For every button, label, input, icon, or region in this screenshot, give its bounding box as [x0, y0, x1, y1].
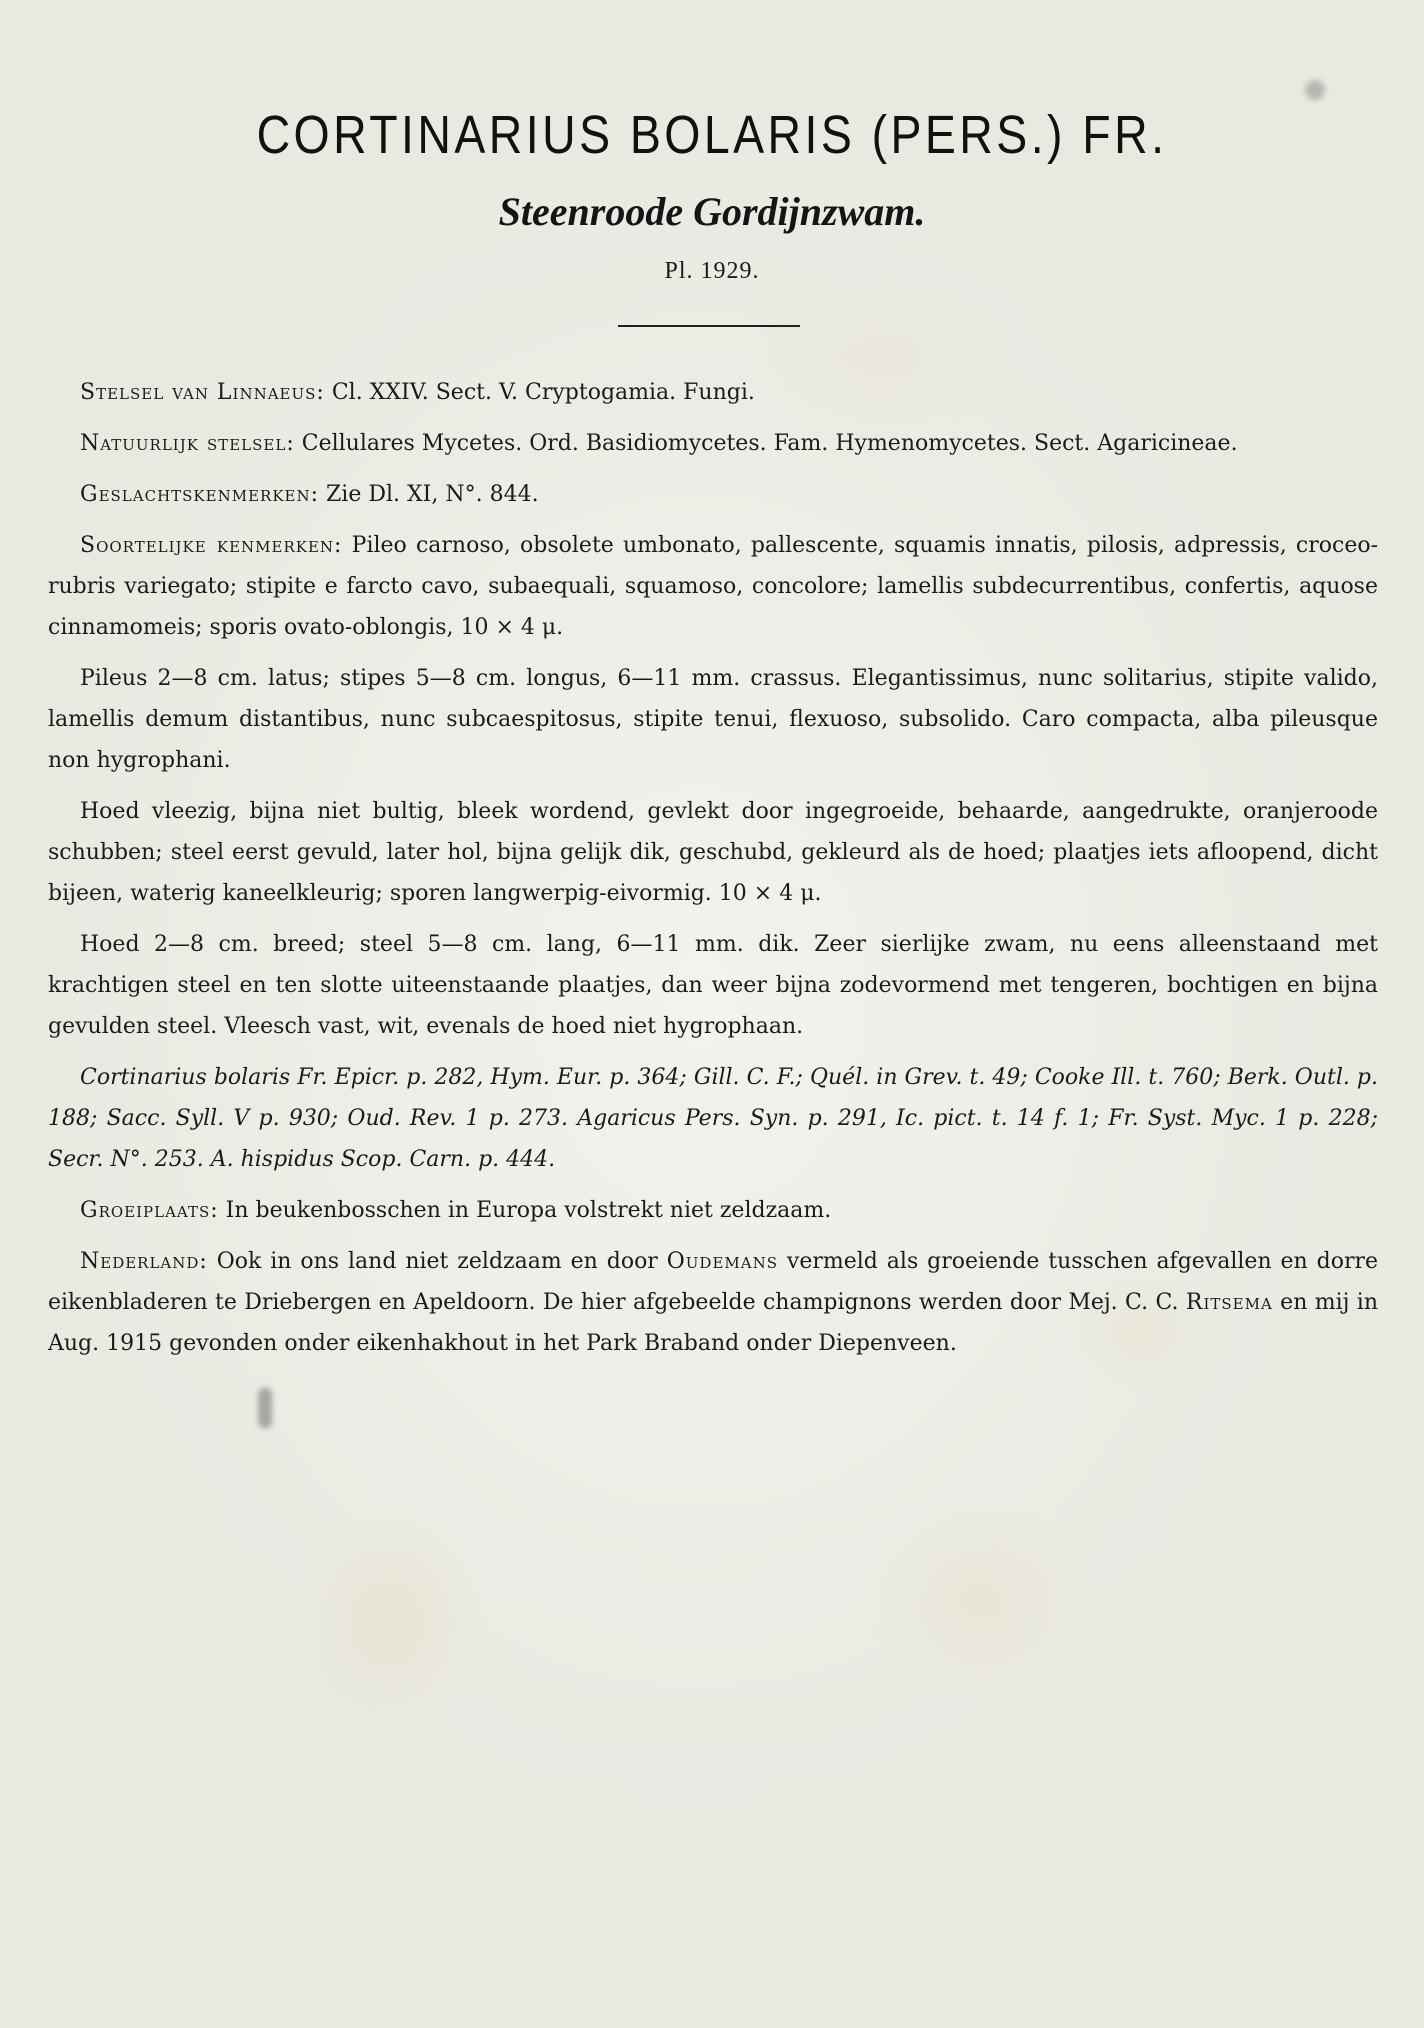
habitat-section [48, 1190, 1378, 1231]
latin-description: Pileus 2—8 cm. latus; stipes 5—8 cm. longus, 6—11 mm. crassus. Elegantissimus, nunc solitarius, stipite valido, lamellis demum distantibus, nunc subcaespitosus, stipite tenui, flexuoso, subsolido. Caro compacta, alba pileusque non hygrophani. [48, 666, 1378, 773]
page-title: CORTINARIUS BOLARIS (PERS.) FR. [256, 105, 1168, 165]
natural-system-label: Natuurlijk stelsel: [80, 431, 295, 456]
common-name: Steenroode Gordijnzwam. [498, 189, 926, 234]
genus-label: Geslachtskenmerken: [80, 482, 320, 507]
netherlands-text-3: en mij in Aug. 1915 gevonden onder eikenhakhout in het Park Braband onder Diepenveen. [48, 1290, 1379, 1356]
linnaeus-label: Stelsel van Linnaeus: [80, 380, 325, 405]
description-body [48, 372, 1378, 1374]
netherlands-text-1: Ook in ons land niet zeldzaam en door [216, 1249, 658, 1274]
natural-system-section [48, 423, 1378, 464]
natural-system-text: Cellulares Mycetes. Ord. Basidiomycetes. Fam. Hymenomycetes. Sect. Agaricineae. [301, 431, 1238, 456]
plate-number: Pl. 1929. [664, 258, 760, 284]
linnaeus-text: Cl. XXIV. Sect. V. Cryptogamia. Fungi. [331, 380, 755, 405]
ink-spot [1305, 80, 1325, 100]
netherlands-label: Nederland: [80, 1249, 208, 1274]
dutch-description-1: Hoed vleezig, bijna niet bultig, bleek wordend, gevlekt door ingegroeide, behaarde, aangedrukte, oranjeroode schubben; steel eerst gevuld, later hol, bijna gelijk dik, geschubd, gekleurd als de hoed; plaatjes iets afloopend, dicht bijeen, waterig kaneelkleurig; sporen langwerpig-eivormig. 10 × 4 μ. [48, 799, 1378, 906]
habitat-text: In beukenbosschen in Europa volstrekt niet zeldzaam. [225, 1198, 832, 1223]
ritsema-name: Ritsema [1185, 1290, 1273, 1315]
linnaeus-section [48, 372, 1378, 413]
references: Cortinarius bolaris Fr. Epicr. p. 282, Hym. Eur. p. 364; Gill. C. F.; Quél. in Grev. t. 49; Cooke Ill. t. 760; Berk. Outl. p. 188; Sacc. Syll. V p. 930; Oud. Rev. 1 p. 273. Agaricus Pers. Syn. p. 291, Ic. pict. t. 14 f. 1; Fr. Syst. Myc. 1 p. 228; Secr. N°. 253. A. hispidus Scop. Carn. p. 444. [48, 1065, 1378, 1172]
dutch-description-2: Hoed 2—8 cm. breed; steel 5—8 cm. lang, 6—11 mm. dik. Zeer sierlijke zwam, nu eens alleenstaand met krachtigen steel en ten slotte uiteenstaande plaatjes, dan weer bijna zodevormend met tengeren, bochtigen en bijna gevulden steel. Vleesch vast, wit, evenals de hoed niet hygrophaan. [48, 932, 1378, 1039]
oudemans-name: Oudemans [666, 1249, 778, 1274]
netherlands-text-2: vermeld als groeiende tusschen afgevallen en dorre eikenbladeren te Driebergen en Apeldoorn. De hier afgebeelde champignons werden door Mej. C. C. [48, 1249, 1379, 1315]
genus-section [48, 474, 1378, 515]
species-label: Soortelijke kenmerken: [80, 533, 343, 558]
title-divider [618, 325, 800, 327]
genus-text: Zie Dl. XI, N°. 844. [326, 482, 539, 507]
netherlands-section [48, 1241, 1378, 1364]
habitat-label: Groeiplaats: [80, 1198, 219, 1223]
species-text: Pileo carnoso, obsolete umbonato, pallescente, squamis innatis, pilosis, adpressis, croceo-rubris variegato; stipite e farcto cavo, subaequali, squamoso, concolore; lamellis subdecurrentibus, confertis, aquose cinnamomeis; sporis ovato-oblongis, 10 × 4 μ. [48, 533, 1379, 640]
ink-smudge [258, 1388, 272, 1428]
species-section [48, 525, 1378, 648]
